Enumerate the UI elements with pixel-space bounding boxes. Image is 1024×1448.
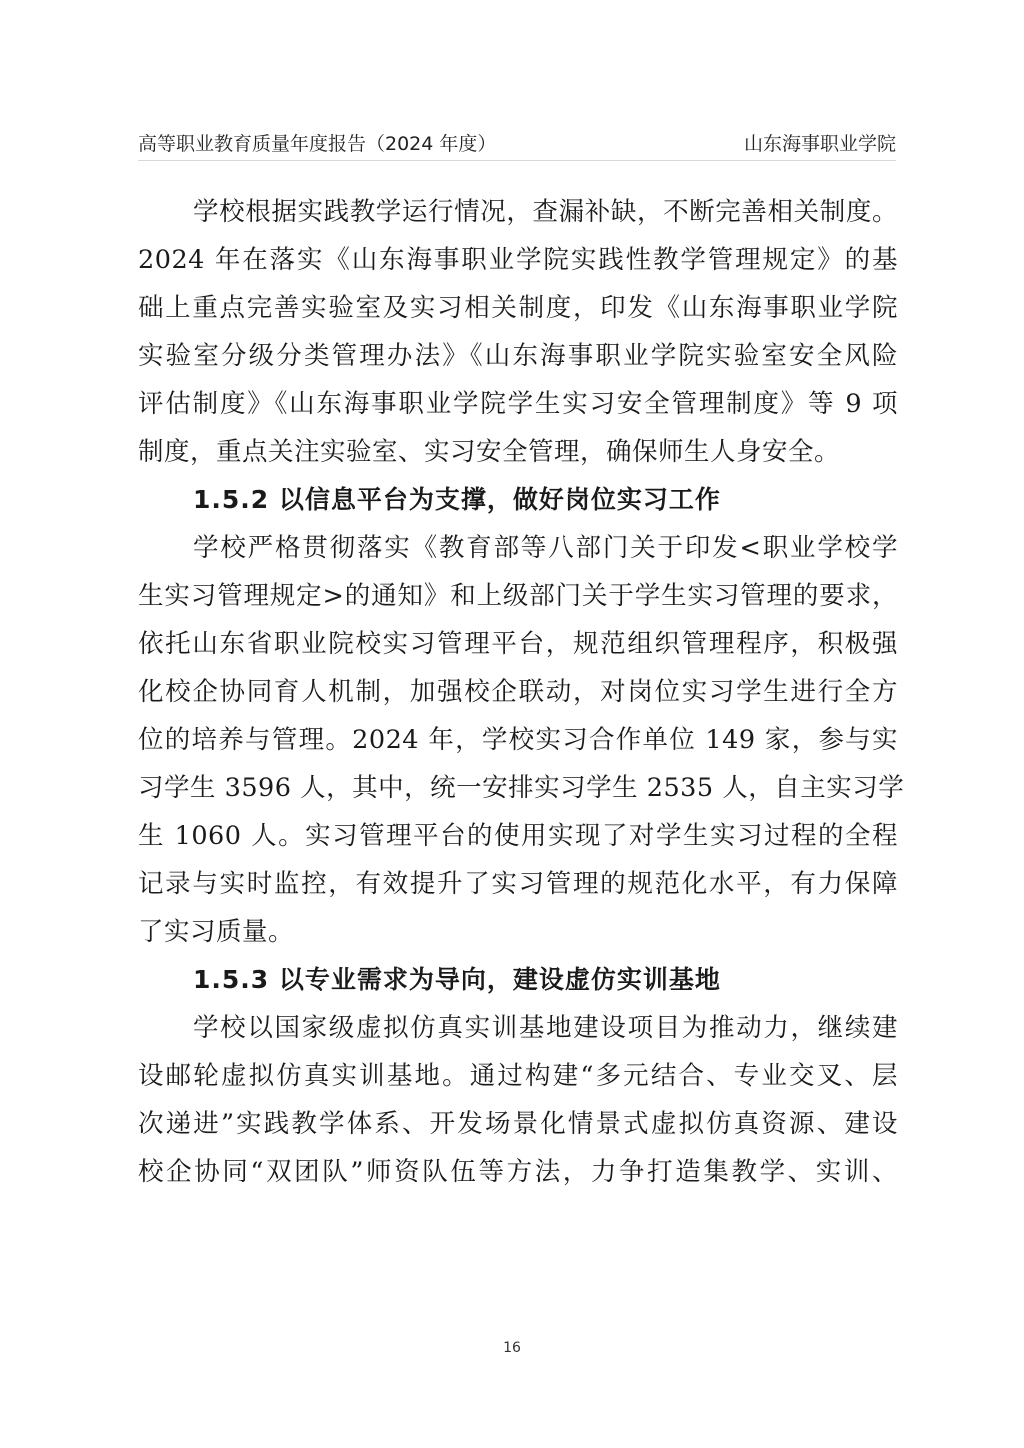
paragraph-line: 学校严格贯彻落实《教育部等八部门关于印发<职业学校学 [193,533,898,563]
paragraph-line: 实验室分级分类管理办法》《山东海事职业学院实验室安全风险 [138,341,898,371]
paragraph-line: 学校根据实践教学运行情况，查漏补缺，不断完善相关制度。 [193,197,898,227]
header-report-title: 高等职业教育质量年度报告（2024 年度） [138,133,497,155]
paragraph-line: 习学生 3596 人，其中，统一安排实习学生 2535 人，自主实习学 [138,773,905,803]
paragraph-line: 制度，重点关注实验室、实习安全管理，确保师生人身安全。 [138,437,841,467]
paragraph-line: 生实习管理规定>的通知》和上级部门关于学生实习管理的要求， [138,581,898,611]
paragraph-line: 2024 年在落实《山东海事职业学院实践性教学管理规定》的基 [138,245,898,275]
paragraph-line: 了实习质量。 [138,917,295,947]
page-header [138,122,896,156]
section-heading-1-5-2: 1.5.2 以信息平台为支撑，做好岗位实习工作 [193,485,721,514]
paragraph-line: 生 1060 人。实习管理平台的使用实现了对学生实习过程的全程 [138,821,898,851]
paragraph-line: 次递进”实践教学体系、开发场景化情景式虚拟仿真资源、建设 [138,1109,898,1139]
header-divider [138,160,896,161]
paragraph-line: 校企协同“双团队”师资队伍等方法，力争打造集教学、实训、 [138,1157,898,1187]
page-number: 16 [503,1340,521,1356]
paragraph-line: 位的培养与管理。2024 年，学校实习合作单位 149 家，参与实 [138,725,898,755]
section-heading-1-5-3: 1.5.3 以专业需求为导向，建设虚仿实训基地 [193,965,721,994]
paragraph-line: 础上重点完善实验室及实习相关制度，印发《山东海事职业学院 [138,293,898,323]
document-body [138,188,905,1196]
header-school-name: 山东海事职业学院 [743,133,896,155]
paragraph-line: 记录与实时监控，有效提升了实习管理的规范化水平，有力保障 [138,869,898,899]
paragraph-line: 评估制度》《山东海事职业学院学生实习安全管理制度》等 9 项 [138,389,898,419]
paragraph-line: 学校以国家级虚拟仿真实训基地建设项目为推动力，继续建 [193,1013,898,1043]
paragraph-line: 化校企协同育人机制，加强校企联动，对岗位实习学生进行全方 [138,677,898,707]
paragraph-line: 设邮轮虚拟仿真实训基地。通过构建“多元结合、专业交叉、层 [138,1061,898,1091]
paragraph-line: 依托山东省职业院校实习管理平台，规范组织管理程序，积极强 [138,629,898,659]
